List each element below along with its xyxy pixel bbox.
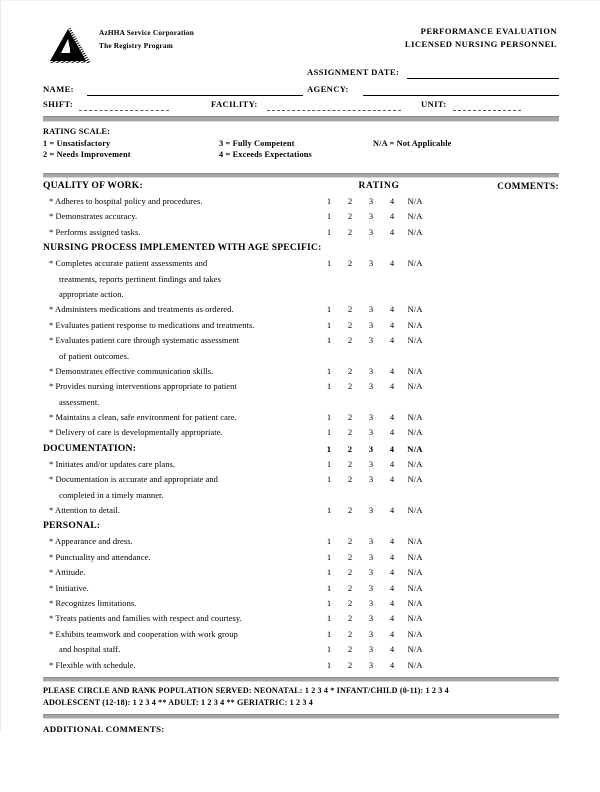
rating-option-3[interactable]: 3: [368, 211, 374, 222]
additional-comments-area[interactable]: [43, 734, 559, 792]
rating-option-2[interactable]: 2: [347, 427, 353, 438]
rating-option-1[interactable]: 1: [326, 196, 332, 206]
rating-option-n-a[interactable]: N/A: [407, 474, 423, 485]
rating-scale-group-3-2[interactable]: [324, 565, 442, 580]
evaluation-item-label: and hospital staff.: [59, 644, 121, 655]
rating-option-1[interactable]: 1: [326, 211, 332, 222]
rating-scale-group-3-8[interactable]: [324, 658, 442, 673]
rating-option-1[interactable]: 1: [326, 582, 332, 593]
evaluation-item-row: [43, 503, 559, 518]
rating-scale-group-3-1[interactable]: [324, 550, 442, 565]
evaluation-item-row: [43, 302, 559, 317]
evaluation-item-label: * Flexible with schedule.: [49, 659, 136, 670]
rating-scale-group-3-0[interactable]: [324, 534, 442, 549]
rating-option-1[interactable]: 1: [326, 258, 332, 269]
evaluation-item-row: [43, 642, 559, 657]
evaluation-item-label: * Initiates and/or updates care plans.: [49, 458, 176, 469]
rating-scale-2: 2 = Needs Improvement: [43, 150, 131, 159]
evaluation-item-row: [43, 272, 559, 287]
rating-option-4[interactable]: 4: [389, 412, 395, 423]
rating-scale-group-1-11[interactable]: [324, 425, 442, 440]
evaluation-item-label: * Evaluates patient response to medications and treatments.: [49, 319, 255, 330]
rating-option-n-a[interactable]: N/A: [407, 536, 423, 547]
rating-option-2[interactable]: 2: [347, 304, 353, 315]
rating-option-3[interactable]: 3: [368, 226, 374, 237]
rating-option-2[interactable]: 2: [347, 582, 353, 593]
document-title: [405, 25, 557, 51]
rating-option-1[interactable]: 1: [326, 304, 332, 315]
rating-scale-na: N/A = Not Applicable: [373, 139, 452, 148]
name-agency-row: [43, 82, 559, 99]
evaluation-item-label: * Recognizes limitations.: [49, 597, 137, 608]
unit-input[interactable]: [453, 110, 521, 111]
evaluation-item-label: * Adheres to hospital policy and procedures.: [49, 196, 203, 206]
rating-option-n-a[interactable]: N/A: [407, 258, 423, 269]
rating-option-1[interactable]: 1: [326, 613, 332, 624]
rating-option-4[interactable]: 4: [389, 613, 395, 624]
rating-option-1[interactable]: 1: [326, 644, 332, 655]
section-heading-text: DOCUMENTATION:: [43, 442, 137, 454]
rating-option-3[interactable]: 3: [368, 567, 374, 578]
rating-option-2[interactable]: 2: [347, 196, 353, 206]
rating-option-n-a[interactable]: N/A: [407, 412, 423, 423]
rating-option-1[interactable]: 1: [326, 458, 332, 469]
rating-scale-1: 1 = Unsatisfactory: [43, 139, 111, 148]
evaluation-item-label: * Administers medications and treatments as ordered.: [49, 304, 234, 315]
rating-option-1[interactable]: 1: [326, 443, 332, 454]
rating-option-1[interactable]: 1: [326, 567, 332, 578]
rating-option-2[interactable]: 2: [347, 211, 353, 222]
agency-input[interactable]: [363, 95, 559, 96]
evaluation-item-row: [43, 627, 559, 642]
rating-option-4[interactable]: 4: [389, 211, 395, 222]
rating-option-4[interactable]: 4: [389, 536, 395, 547]
rating-option-4[interactable]: 4: [389, 304, 395, 315]
rating-scale-group-1-7[interactable]: [324, 364, 442, 379]
divider-bar-sections: [43, 173, 559, 178]
section-heading: [43, 241, 559, 256]
name-input[interactable]: [87, 95, 303, 96]
evaluation-item-row: [43, 534, 559, 549]
rating-option-n-a[interactable]: N/A: [407, 381, 423, 392]
rating-option-n-a[interactable]: N/A: [407, 427, 423, 438]
rating-option-1[interactable]: 1: [326, 335, 332, 346]
rating-option-4[interactable]: 4: [389, 582, 395, 593]
evaluation-item-row: [43, 581, 559, 596]
rating-option-n-a[interactable]: N/A: [407, 505, 423, 516]
evaluation-item-row: [43, 472, 559, 487]
rating-option-3[interactable]: 3: [368, 644, 374, 655]
evaluation-item-row: [43, 611, 559, 626]
rating-option-1[interactable]: 1: [326, 381, 332, 392]
organization-name: [99, 27, 194, 52]
evaluation-item-label: * Evaluates patient care through systematic assessment: [49, 335, 240, 346]
rating-scale-group-3-7[interactable]: [324, 642, 442, 657]
rating-option-4[interactable]: 4: [389, 319, 395, 330]
rating-option-n-a[interactable]: N/A: [407, 335, 423, 346]
shift-facility-unit-row: [43, 99, 559, 113]
section-heading: [43, 179, 559, 194]
rating-option-n-a[interactable]: N/A: [407, 644, 423, 655]
evaluation-item-row: [43, 287, 559, 302]
rating-option-n-a[interactable]: N/A: [407, 582, 423, 593]
rating-option-2[interactable]: 2: [347, 567, 353, 578]
rating-option-n-a[interactable]: N/A: [407, 458, 423, 469]
shift-label: SHIFT:: [43, 99, 74, 109]
rating-option-3[interactable]: 3: [368, 551, 374, 562]
evaluation-item-label: appropriate action.: [59, 288, 124, 299]
evaluation-item-label: * Completes accurate patient assessments and: [49, 258, 208, 269]
population-served-line-2[interactable]: ADOLESCENT (12-18): 1 2 3 4 ** ADULT: 1 2 3 4 ** GERIATRIC: 1 2 3 4: [43, 697, 313, 707]
rating-option-4[interactable]: 4: [389, 505, 395, 516]
rating-scale-title: RATING SCALE:: [43, 127, 111, 136]
rating-option-3[interactable]: 3: [368, 536, 374, 547]
rating-option-1[interactable]: 1: [326, 628, 332, 639]
evaluation-item-label: * Maintains a clean, safe environment for patient care.: [49, 412, 237, 423]
rating-option-2[interactable]: 2: [347, 443, 353, 454]
comments-column-header: COMMENTS:: [497, 181, 559, 191]
rating-option-2[interactable]: 2: [347, 628, 353, 639]
evaluation-item-row: [43, 410, 559, 425]
evaluation-item-label: * Initiative.: [49, 582, 89, 593]
section: [43, 442, 559, 519]
evaluation-item-label: * Attention to detail.: [49, 505, 120, 516]
evaluation-item-row: [43, 425, 559, 440]
rating-option-4[interactable]: 4: [389, 427, 395, 438]
rating-option-3[interactable]: 3: [368, 628, 374, 639]
rating-option-2[interactable]: 2: [347, 412, 353, 423]
rating-scale-group-2-0[interactable]: [324, 457, 442, 472]
rating-scale-4: 4 = Exceeds Expectations: [219, 150, 312, 159]
evaluation-item-label: completed in a timely manner.: [59, 489, 164, 500]
rating-scale-group-1-3[interactable]: [324, 302, 442, 317]
evaluation-item-label: * Demonstrates accuracy.: [49, 211, 138, 222]
evaluation-item-label: * Delivery of care is developmentally appropriate.: [49, 427, 223, 438]
rating-option-n-a[interactable]: N/A: [407, 226, 423, 237]
rating-scale-3: 3 = Fully Competent: [219, 139, 295, 148]
rating-option-2[interactable]: 2: [347, 319, 353, 330]
rating-option-4[interactable]: 4: [389, 567, 395, 578]
form-content: [43, 23, 559, 792]
form-header: [43, 23, 559, 67]
rating-scale-group-1-10[interactable]: [324, 410, 442, 425]
section: [43, 179, 559, 240]
rating-option-1[interactable]: 1: [326, 412, 332, 423]
rating-option-4[interactable]: 4: [389, 335, 395, 346]
rating-option-4[interactable]: 4: [389, 659, 395, 670]
rating-option-4[interactable]: 4: [389, 474, 395, 485]
section: [43, 519, 559, 673]
rating-option-n-a[interactable]: N/A: [407, 551, 423, 562]
rating-option-2[interactable]: 2: [347, 644, 353, 655]
rating-option-3[interactable]: 3: [368, 365, 374, 376]
rating-option-4[interactable]: 4: [389, 458, 395, 469]
rating-option-3[interactable]: 3: [368, 505, 374, 516]
evaluation-item-label: * Provides nursing interventions appropriate to patient: [49, 381, 237, 392]
rating-option-4[interactable]: 4: [389, 365, 395, 376]
rating-scale-group-0-1[interactable]: [324, 209, 442, 224]
rating-option-2[interactable]: 2: [347, 365, 353, 376]
rating-option-3[interactable]: 3: [368, 613, 374, 624]
rating-scale-group-1-0[interactable]: [324, 256, 442, 271]
assignment-date-label: ASSIGNMENT DATE:: [307, 67, 400, 77]
rating-option-4[interactable]: 4: [389, 551, 395, 562]
evaluation-item-row: [43, 225, 559, 240]
rating-option-n-a[interactable]: N/A: [407, 613, 423, 624]
assignment-date-row: [43, 67, 559, 82]
rating-scale-group-2-3[interactable]: [324, 503, 442, 518]
evaluation-item-label: * Performs assigned tasks.: [49, 226, 141, 237]
evaluation-item-row: [43, 349, 559, 364]
rating-scale-group-3-5[interactable]: [324, 611, 442, 626]
evaluation-item-row: [43, 596, 559, 611]
rating-scale-group-3-6[interactable]: [324, 627, 442, 642]
evaluation-item-label: treatments, reports pertinent findings and takes: [59, 273, 221, 284]
rating-scale-group-2-1[interactable]: [324, 472, 442, 487]
rating-option-1[interactable]: 1: [326, 474, 332, 485]
rating-scale-group-1-5[interactable]: [324, 333, 442, 348]
rating-option-4[interactable]: 4: [389, 597, 395, 608]
section-heading-text: PERSONAL:: [43, 520, 101, 532]
facility-label: FACILITY:: [211, 99, 258, 109]
title-line-1: PERFORMANCE EVALUATION: [420, 26, 557, 36]
rating-option-3[interactable]: 3: [368, 319, 374, 330]
evaluation-item-row: [43, 194, 559, 209]
evaluation-item-row: [43, 209, 559, 224]
evaluation-item-row: [43, 395, 559, 410]
rating-option-1[interactable]: 1: [326, 505, 332, 516]
evaluation-item-label: * Attitude.: [49, 567, 86, 578]
azhha-logo-icon: [48, 26, 92, 64]
section-heading: [43, 442, 559, 457]
evaluation-item-row: [43, 333, 559, 348]
rating-option-1[interactable]: 1: [326, 427, 332, 438]
rating-scale-legend: [43, 122, 559, 173]
rating-option-3[interactable]: 3: [368, 597, 374, 608]
rating-option-2[interactable]: 2: [347, 597, 353, 608]
rating-option-4[interactable]: 4: [389, 258, 395, 269]
rating-option-4[interactable]: 4: [389, 226, 395, 237]
evaluation-sections: [43, 179, 559, 673]
facility-input[interactable]: [267, 110, 401, 111]
rating-option-n-a[interactable]: N/A: [407, 211, 423, 222]
rating-option-2[interactable]: 2: [347, 226, 353, 237]
evaluation-item-label: * Demonstrates effective communication skills.: [49, 365, 214, 376]
rating-option-3[interactable]: 3: [368, 196, 374, 206]
rating-option-3[interactable]: 3: [368, 474, 374, 485]
rating-option-3[interactable]: 3: [368, 258, 374, 269]
rating-option-2[interactable]: 2: [347, 613, 353, 624]
rating-option-4[interactable]: 4: [389, 628, 395, 639]
rating-option-n-a[interactable]: N/A: [407, 196, 423, 206]
evaluation-item-label: * Punctuality and attendance.: [49, 551, 151, 562]
evaluation-item-row: [43, 364, 559, 379]
rating-option-2[interactable]: 2: [347, 335, 353, 346]
rating-option-4[interactable]: 4: [389, 381, 395, 392]
assignment-date-input[interactable]: [407, 78, 559, 79]
population-served-block[interactable]: [43, 682, 559, 714]
rating-option-2[interactable]: 2: [347, 659, 353, 670]
population-served-line-1[interactable]: PLEASE CIRCLE AND RANK POPULATION SERVED: NEONATAL: 1 2 3 4 * INFANT/CHILD (0-11): 1 2 3 4: [43, 685, 449, 695]
rating-option-n-a[interactable]: N/A: [407, 443, 423, 454]
rating-option-2[interactable]: 2: [347, 458, 353, 469]
evaluation-item-label: * Treats patients and families with respect and courtesy.: [49, 613, 242, 624]
evaluation-item-label: * Exhibits teamwork and cooperation with work group: [49, 628, 238, 639]
rating-option-1[interactable]: 1: [326, 319, 332, 330]
org-line-1: AzHHA Service Corporation: [99, 28, 194, 37]
title-line-2: LICENSED NURSING PERSONNEL: [404, 39, 557, 49]
rating-option-1[interactable]: 1: [326, 551, 332, 562]
rating-scale-group-3-3[interactable]: [324, 581, 442, 596]
rating-option-4[interactable]: 4: [389, 644, 395, 655]
rating-option-2[interactable]: 2: [347, 381, 353, 392]
rating-option-2[interactable]: 2: [347, 536, 353, 547]
rating-option-4[interactable]: 4: [389, 196, 395, 206]
rating-option-3[interactable]: 3: [368, 458, 374, 469]
rating-option-3[interactable]: 3: [368, 582, 374, 593]
rating-option-1[interactable]: 1: [326, 536, 332, 547]
rating-option-n-a[interactable]: N/A: [407, 304, 423, 315]
rating-scale-group-1-8[interactable]: [324, 379, 442, 394]
rating-option-2[interactable]: 2: [347, 474, 353, 485]
rating-option-2[interactable]: 2: [347, 258, 353, 269]
rating-option-3[interactable]: 3: [368, 659, 374, 670]
agency-label: AGENCY:: [307, 84, 349, 94]
rating-column-header: RATING: [358, 181, 400, 191]
rating-option-n-a[interactable]: N/A: [407, 319, 423, 330]
rating-scale-group-1-4[interactable]: [324, 318, 442, 333]
rating-option-n-a[interactable]: N/A: [407, 659, 423, 670]
rating-option-1[interactable]: 1: [326, 597, 332, 608]
rating-option-n-a[interactable]: N/A: [407, 628, 423, 639]
unit-label: UNIT:: [421, 99, 447, 109]
name-label: NAME:: [43, 84, 74, 94]
rating-option-3[interactable]: 3: [368, 443, 374, 454]
rating-scale-group-0-0[interactable]: [324, 194, 442, 209]
rating-scale-group-3-4[interactable]: [324, 596, 442, 611]
rating-option-1[interactable]: 1: [326, 226, 332, 237]
section-heading: [43, 519, 559, 534]
evaluation-item-label: * Appearance and dress.: [49, 536, 133, 547]
rating-scale-group-0-2[interactable]: [324, 225, 442, 240]
rating-option-3[interactable]: 3: [368, 304, 374, 315]
evaluation-item-row: [43, 565, 559, 580]
evaluation-item-row: [43, 488, 559, 503]
rating-option-n-a[interactable]: N/A: [407, 365, 423, 376]
rating-option-2[interactable]: 2: [347, 505, 353, 516]
rating-option-2[interactable]: 2: [347, 551, 353, 562]
evaluation-item-row: [43, 318, 559, 333]
rating-option-n-a[interactable]: N/A: [407, 597, 423, 608]
section: [43, 241, 559, 441]
rating-option-n-a[interactable]: N/A: [407, 567, 423, 578]
evaluation-item-label: assessment.: [59, 396, 100, 407]
rating-option-4[interactable]: 4: [389, 443, 395, 454]
evaluation-item-row: [43, 658, 559, 673]
rating-option-1[interactable]: 1: [326, 659, 332, 670]
shift-input[interactable]: [79, 110, 169, 111]
rating-option-3[interactable]: 3: [368, 335, 374, 346]
rating-option-3[interactable]: 3: [368, 412, 374, 423]
evaluation-item-label: of patient outcomes.: [59, 350, 130, 361]
section-heading-text: NURSING PROCESS IMPLEMENTED WITH AGE SPECIFIC:: [43, 242, 322, 254]
rating-option-3[interactable]: 3: [368, 427, 374, 438]
evaluation-item-row: [43, 457, 559, 472]
org-line-2: The Registry Program: [99, 40, 173, 50]
rating-option-1[interactable]: 1: [326, 365, 332, 376]
rating-scale-group-heading-2[interactable]: [324, 442, 442, 457]
rating-option-3[interactable]: 3: [368, 381, 374, 392]
evaluation-item-row: [43, 379, 559, 394]
evaluation-item-label: * Documentation is accurate and appropriate and: [49, 474, 218, 485]
evaluation-item-row: [43, 256, 559, 271]
evaluation-item-row: [43, 550, 559, 565]
section-heading-text: QUALITY OF WORK:: [43, 180, 143, 191]
additional-comments-label: ADDITIONAL COMMENTS:: [43, 723, 165, 734]
